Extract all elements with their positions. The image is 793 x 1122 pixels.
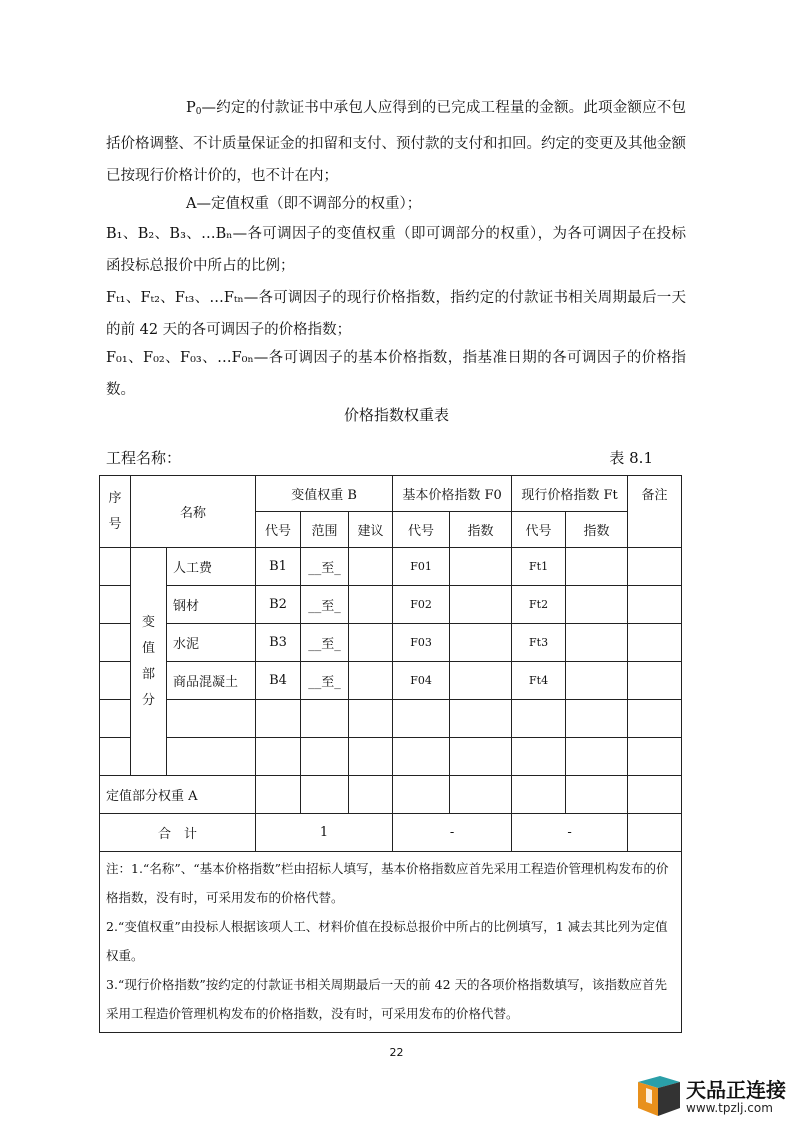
row-b-code: B2 — [256, 586, 301, 624]
paragraph-ft: Fₜ₁、Fₜ₂、Fₜ₃、…Fₜₙ—各可调因子的现行价格指数，指约定的付款证书相关周期最后一天的前 42 天的各可调因子的价格指数； — [106, 290, 686, 338]
table-row — [100, 548, 682, 586]
header-base-index: 基本价格指数 F0 — [393, 476, 512, 512]
row-f0-index — [450, 738, 512, 776]
row-ft-code: Ft3 — [512, 624, 566, 662]
watermark-logo-icon — [636, 1074, 682, 1118]
subheader-current-code: 代号 — [512, 512, 566, 548]
row-name: 钢材 — [167, 586, 256, 624]
row-suggest — [349, 624, 393, 662]
row-f0-code: F04 — [393, 662, 450, 700]
table-row — [100, 662, 682, 700]
fixed-cell — [393, 776, 450, 814]
fixed-weight-row — [100, 776, 682, 814]
variable-part-label: 变值部分 — [131, 548, 167, 776]
fixed-cell — [628, 776, 682, 814]
header-name: 名称 — [131, 476, 256, 548]
row-suggest — [349, 738, 393, 776]
row-f0-code: F02 — [393, 586, 450, 624]
subheader-code: 代号 — [256, 512, 301, 548]
row-ft-index — [566, 738, 628, 776]
row-f0-index — [450, 586, 512, 624]
total-weight: 1 — [256, 814, 393, 852]
row-suggest — [349, 662, 393, 700]
paragraph-b: B₁、B₂、B₃、…Bₙ—各可调因子的变值权重（即可调部分的权重），为各可调因子在投标函投标总报价中所占的比例； — [106, 226, 686, 274]
row-ft-index — [566, 700, 628, 738]
row-b-code: B1 — [256, 548, 301, 586]
table-row — [100, 624, 682, 662]
header-seq: 序号 — [100, 476, 131, 548]
seq-cell — [100, 624, 131, 662]
page-number: 22 — [389, 1046, 404, 1059]
total-base: - — [393, 814, 512, 852]
fixed-weight-label: 定值部分权重 A — [100, 776, 256, 814]
row-name: 水泥 — [167, 624, 256, 662]
paragraph-f0: F₀₁、F₀₂、F₀₃、…F₀ₙ—各可调因子的基本价格指数，指基准日期的各可调因子的价格指数。 — [106, 350, 686, 398]
row-ft-code: Ft4 — [512, 662, 566, 700]
fixed-cell — [301, 776, 349, 814]
row-suggest — [349, 586, 393, 624]
row-range: __至_ — [301, 624, 349, 662]
paragraph-p0 — [106, 92, 686, 192]
subheader-base-index: 指数 — [450, 512, 512, 548]
row-f0-index — [450, 548, 512, 586]
row-f0-code — [393, 700, 450, 738]
row-ft-index — [566, 662, 628, 700]
notes-cell — [100, 852, 682, 1033]
row-f0-index — [450, 700, 512, 738]
total-current: - — [512, 814, 628, 852]
fixed-cell — [349, 776, 393, 814]
row-range: __至_ — [301, 548, 349, 586]
row-remark — [628, 586, 682, 624]
row-range — [301, 700, 349, 738]
p0-subscript: 0 — [195, 107, 202, 117]
fixed-cell — [512, 776, 566, 814]
p0-symbol: P — [186, 100, 196, 116]
row-range: __至_ — [301, 662, 349, 700]
table-row-empty — [100, 700, 682, 738]
note-3: 3.“现行价格指数”按约定的付款证书相关周期最后一天的前 42 天的各项价格指数填写，该指数应首先采用工程造价管理机构发布的价格指数，没有时，可采用发布的价格代替。 — [106, 977, 668, 1021]
project-name-label: 工程名称： — [106, 449, 182, 467]
p0-text: —约定的付款证书中承包人应得到的已完成工程量的金额。此项金额应不包括价格调整、不计质量保证金的扣留和支付、预付款的支付和扣回。约定的变更及其他金额已按现行价格计价的，也不计在内； — [106, 100, 686, 184]
subheader-base-code: 代号 — [393, 512, 450, 548]
table-row-empty — [100, 738, 682, 776]
row-range — [301, 738, 349, 776]
watermark — [636, 1074, 786, 1118]
note-2: 2.“变值权重”由投标人根据该项人工、材料价值在投标总报价中所占的比例填写，1 减去其比列为定值权重。 — [106, 919, 668, 963]
row-range: __至_ — [301, 586, 349, 624]
row-suggest — [349, 548, 393, 586]
row-ft-index — [566, 548, 628, 586]
row-ft-code — [512, 738, 566, 776]
row-f0-code: F03 — [393, 624, 450, 662]
seq-cell — [100, 586, 131, 624]
table-title: 价格指数权重表 — [343, 406, 449, 424]
header-remark: 备注 — [628, 476, 682, 548]
subheader-current-index: 指数 — [566, 512, 628, 548]
row-b-code: B3 — [256, 624, 301, 662]
row-f0-index — [450, 624, 512, 662]
header-variable-weight: 变值权重 B — [256, 476, 393, 512]
watermark-url: www.tpzlj.com — [686, 1101, 773, 1115]
total-remark — [628, 814, 682, 852]
row-f0-code: F01 — [393, 548, 450, 586]
row-remark — [628, 700, 682, 738]
row-f0-index — [450, 662, 512, 700]
table-header-row — [100, 476, 682, 512]
row-name — [167, 738, 256, 776]
seq-cell — [100, 662, 131, 700]
paragraph-a: A—定值权重（即不调部分的权重）； — [186, 196, 422, 212]
row-remark — [628, 738, 682, 776]
price-index-weight-table — [99, 475, 682, 1033]
row-ft-index — [566, 624, 628, 662]
row-remark — [628, 662, 682, 700]
row-ft-index — [566, 586, 628, 624]
subheader-suggest: 建议 — [349, 512, 393, 548]
row-ft-code: Ft2 — [512, 586, 566, 624]
row-name — [167, 700, 256, 738]
subheader-range: 范围 — [301, 512, 349, 548]
note-1: 注：1.“名称”、“基本价格指数”栏由招标人填写，基本价格指数应首先采用工程造价管理机构发布的价格指数，没有时，可采用发布的价格代替。 — [106, 861, 669, 905]
seq-cell — [100, 548, 131, 586]
watermark-title: 天品正连接 — [686, 1078, 786, 1102]
row-ft-code — [512, 700, 566, 738]
row-name: 人工费 — [167, 548, 256, 586]
seq-cell — [100, 700, 131, 738]
table-row — [100, 586, 682, 624]
row-ft-code: Ft1 — [512, 548, 566, 586]
row-b-code: B4 — [256, 662, 301, 700]
notes-row — [100, 852, 682, 1033]
fixed-cell — [256, 776, 301, 814]
row-f0-code — [393, 738, 450, 776]
fixed-cell — [450, 776, 512, 814]
table-number: 表 8.1 — [609, 449, 653, 467]
row-b-code — [256, 738, 301, 776]
total-row — [100, 814, 682, 852]
seq-cell — [100, 738, 131, 776]
row-suggest — [349, 700, 393, 738]
header-current-index: 现行价格指数 Ft — [512, 476, 628, 512]
total-label: 合 计 — [100, 814, 256, 852]
row-b-code — [256, 700, 301, 738]
row-remark — [628, 624, 682, 662]
fixed-cell — [566, 776, 628, 814]
row-name: 商品混凝土 — [167, 662, 256, 700]
row-remark — [628, 548, 682, 586]
